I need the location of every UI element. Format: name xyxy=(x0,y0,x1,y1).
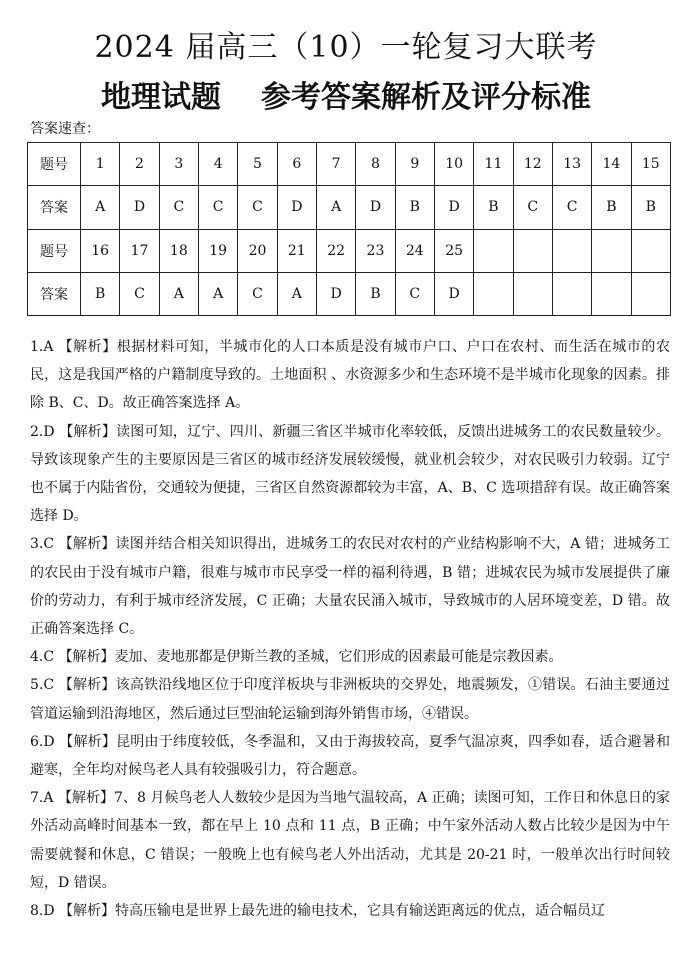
table-cell: B xyxy=(592,186,631,229)
table-cell xyxy=(474,272,513,315)
table-cell: 10 xyxy=(434,143,473,186)
table-cell: 4 xyxy=(198,143,237,186)
table-cell: B xyxy=(631,186,670,229)
table-cell: D xyxy=(356,186,395,229)
table-cell: D xyxy=(316,272,355,315)
table-cell: B xyxy=(395,186,434,229)
table-cell: A xyxy=(198,272,237,315)
explanation-paragraph: 7.A 【解析】7、8 月候鸟老人人数较少是因为当地气温较高，A 正确；读图可知，工作日和休息日的家外活动高峰时间基本一致，都在早上 10 点和 11 点，B 正确；中午家外活动人数占比较少是因为中午需要就餐和休息，C 错误；一般晚上也有候鸟老人外出活动，尤其是 20-21 时，一般单次出行时间较短，D 错误。 xyxy=(30,790,670,891)
table-cell: 5 xyxy=(238,143,277,186)
subtitle-left: 地理试题 xyxy=(101,80,221,115)
table-cell: 21 xyxy=(277,229,316,272)
explanation-paragraph: 4.C 【解析】麦加、麦地那都是伊斯兰教的圣城，它们形成的因素最可能是宗教因素。 xyxy=(30,649,563,666)
table-cell: C xyxy=(159,186,198,229)
table-cell: 11 xyxy=(474,143,513,186)
table-header-cell: 答案 xyxy=(28,272,81,315)
table-cell: A xyxy=(277,272,316,315)
table-cell: C xyxy=(238,186,277,229)
table-cell: 3 xyxy=(159,143,198,186)
table-cell xyxy=(552,272,591,315)
table-cell: 2 xyxy=(120,143,159,186)
table-cell: 12 xyxy=(513,143,552,186)
explanation-paragraph: 5.C 【解析】该高铁沿线地区位于印度洋板块与非洲板块的交界处，地震频发，①错误。石油主要通过管道运输到沿海地区，然后通过巨型油轮运输到海外销售市场，④错误。 xyxy=(30,677,670,722)
table-cell xyxy=(513,272,552,315)
table-row xyxy=(28,186,671,229)
table-header-cell: 题号 xyxy=(28,229,81,272)
table-cell xyxy=(552,229,591,272)
subtitle-right: 参考答案解析及评分标准 xyxy=(261,80,591,115)
table-cell: C xyxy=(238,272,277,315)
table-cell: 18 xyxy=(159,229,198,272)
quick-answer-label: 答案速查： xyxy=(30,121,100,137)
table-cell: D xyxy=(434,186,473,229)
table-row xyxy=(28,229,671,272)
table-row xyxy=(28,272,671,315)
table-cell: B xyxy=(474,186,513,229)
table-cell: B xyxy=(356,272,395,315)
table-cell: 15 xyxy=(631,143,670,186)
table-cell: 14 xyxy=(592,143,631,186)
table-cell: 22 xyxy=(316,229,355,272)
table-cell: C xyxy=(198,186,237,229)
table-cell: 19 xyxy=(198,229,237,272)
table-cell: 8 xyxy=(356,143,395,186)
table-cell xyxy=(592,272,631,315)
explanation-paragraph: 6.D 【解析】昆明由于纬度较低，冬季温和，又由于海拔较高，夏季气温凉爽，四季如春，适合避暑和避寒，全年均对候鸟老人具有较强吸引力，符合题意。 xyxy=(30,733,670,779)
table-cell: C xyxy=(120,272,159,315)
table-cell: 20 xyxy=(238,229,277,272)
page-subtitle xyxy=(0,72,692,116)
table-header-cell: 答案 xyxy=(28,186,81,229)
table-cell: 6 xyxy=(277,143,316,186)
explanation-paragraph: 3.C 【解析】读图并结合相关知识得出，进城务工的农民对农村的产业结构影响不大，A 错；进城务工的农民由于没有城市户籍，很难与城市市民享受一样的福利待遇，B 错；进城农民为城市发展提供了廉价的劳动力，有利于城市经济发展，C 正确；大量农民涌入城市，导致城市的人居环境变差，D 错。故正确答案选择 C。 xyxy=(30,536,670,638)
table-cell xyxy=(631,272,670,315)
table-cell: B xyxy=(81,272,120,315)
table-cell: A xyxy=(316,186,355,229)
table-cell xyxy=(631,229,670,272)
table-cell: A xyxy=(159,272,198,315)
table-cell: 25 xyxy=(434,229,473,272)
table-cell: D xyxy=(277,186,316,229)
table-cell: 24 xyxy=(395,229,434,272)
table-cell: A xyxy=(81,186,120,229)
answer-table xyxy=(27,142,671,316)
table-cell: C xyxy=(513,186,552,229)
table-cell: 23 xyxy=(356,229,395,272)
table-cell: 17 xyxy=(120,229,159,272)
explanation-paragraph: 8.D 【解析】特高压输电是世界上最先进的输电技术，它具有输送距离远的优点，适合幅员辽 xyxy=(30,903,606,920)
table-cell xyxy=(513,229,552,272)
explanations xyxy=(30,333,670,925)
table-cell: D xyxy=(434,272,473,315)
table-cell: 13 xyxy=(552,143,591,186)
table-cell: 9 xyxy=(395,143,434,186)
table-row xyxy=(28,143,671,186)
table-header-cell: 题号 xyxy=(28,143,81,186)
page-title: 2024 届高三（10）一轮复习大联考 xyxy=(94,30,598,65)
table-cell: D xyxy=(120,186,159,229)
table-cell: 7 xyxy=(316,143,355,186)
table-cell xyxy=(474,229,513,272)
table-cell: C xyxy=(552,186,591,229)
table-cell: 16 xyxy=(81,229,120,272)
explanation-paragraph: 2.D 【解析】读图可知，辽宁、四川、新疆三省区半城市化率较低，反馈出进城务工的农民数量较少。导致该现象产生的主要原因是三省区的城市经济发展较缓慢，就业机会较少，对农民吸引力较弱。辽宁也不属于内陆省份，交通较为便捷，三省区自然资源都较为丰富，A、B、C 选项措辞有误。故正确答案选择 D。 xyxy=(30,423,670,525)
explanation-paragraph: 1.A 【解析】根据材料可知，半城市化的人口本质是没有城市户口、户口在农村、而生活在城市的农民，这是我国严格的户籍制度导致的。土地面积 、水资源多少和生态环境不是半城市化现象的因素。排除 B、C、D。故正确答案选择 A。 xyxy=(30,339,670,412)
table-cell: 1 xyxy=(81,143,120,186)
table-cell: C xyxy=(395,272,434,315)
table-cell xyxy=(592,229,631,272)
